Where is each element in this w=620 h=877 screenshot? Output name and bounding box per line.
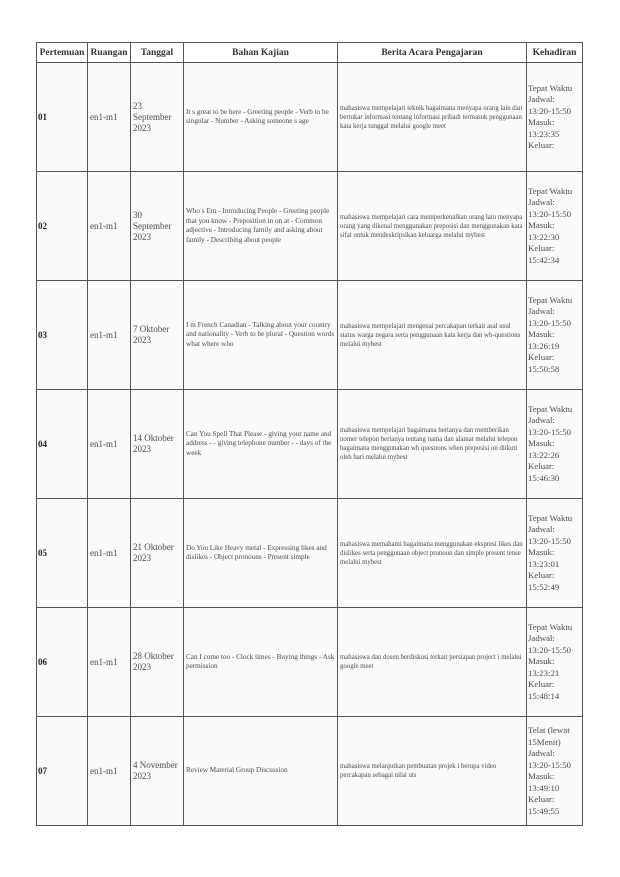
attendance-line: Masuk: (528, 771, 555, 781)
attendance-line: Telat (lewat (528, 725, 570, 735)
header-kehadiran: Kehadiran (527, 43, 583, 63)
attendance-line: Masuk: (528, 220, 555, 231)
meeting-number-cell: 05 (37, 499, 88, 608)
attendance-line: Masuk: (528, 547, 555, 558)
attendance-line: 13:20-15:50 (528, 317, 572, 328)
attendance-line: Keluar: (528, 140, 555, 150)
attendance-cell (527, 499, 583, 608)
study-material-cell: I m French Canadian - Talking about your country and nationality - Verb to be plural - Question words what where who (184, 281, 338, 390)
date-cell: 7 Oktober 2023 (131, 281, 184, 390)
attendance-line: Keluar: (528, 570, 555, 581)
room-cell: en1-m1 (88, 63, 131, 172)
meeting-number-cell: 07 (37, 717, 88, 826)
attendance-cell (527, 717, 583, 826)
date-cell: 14 Oktober 2023 (131, 390, 184, 499)
attendance-line: Tepat Waktu (528, 403, 573, 414)
attendance-line: 13:20-15:50 (528, 426, 572, 437)
date-cell: 28 Oktober 2023 (131, 608, 184, 717)
table-row (37, 499, 583, 608)
attendance-line: Jadwal: (528, 633, 555, 644)
study-material-cell: It s great to be here - Greeting people - Verb to be singular - Number - Asking someone s age (184, 63, 338, 172)
attendance-line: Masuk: (528, 117, 555, 127)
teaching-report-cell: mahasiswa memahami bagaimana menggunakan ekspresi likes dan dislikes serta penggunaan object pronoun dan simple present tense melalui mybest (338, 499, 527, 608)
attendance-cell (527, 172, 583, 281)
table-row (37, 172, 583, 281)
attendance-line: Keluar: (528, 352, 555, 363)
meeting-number-cell: 02 (37, 172, 88, 281)
meeting-number-cell: 01 (37, 63, 88, 172)
table-header-row (37, 43, 583, 63)
attendance-line: 15:50:58 (528, 363, 560, 374)
room-cell: en1-m1 (88, 172, 131, 281)
attendance-line: 13:20-15:50 (528, 535, 572, 546)
attendance-line: 13:20-15:50 (528, 105, 572, 116)
attendance-line: 15:46:30 (528, 472, 560, 483)
header-berita-acara: Berita Acara Pengajaran (338, 43, 527, 63)
attendance-line: Jadwal: (528, 748, 555, 758)
attendance-cell (527, 390, 583, 499)
attendance-line: Keluar: (528, 794, 555, 804)
attendance-line: 15:49:55 (528, 805, 560, 816)
attendance-line: Masuk: (528, 438, 555, 449)
table-row (37, 63, 583, 172)
teaching-report-cell: mahasiswa mempelajari teknik bagaimana menyapa orang lain dan bertukar informasi tentang informasi pribadi termasuk penggunaan kata kerja tunggal melalui google meet (338, 63, 527, 172)
attendance-line: 13:20-15:50 (528, 759, 572, 770)
meeting-number-cell: 03 (37, 281, 88, 390)
header-bahan-kajian: Bahan Kajian (184, 43, 338, 63)
attendance-line: Jadwal: (528, 94, 555, 104)
attendance-line: 13:49:10 (528, 782, 560, 793)
attendance-line: Jadwal: (528, 524, 555, 535)
attendance-cell (527, 608, 583, 717)
room-cell: en1-m1 (88, 717, 131, 826)
attendance-line: 13:23:01 (528, 558, 560, 569)
table-row (37, 390, 583, 499)
attendance-table (36, 42, 583, 826)
meeting-number-cell: 06 (37, 608, 88, 717)
attendance-line: Tepat Waktu (528, 82, 573, 93)
attendance-line: Keluar: (528, 461, 555, 472)
attendance-line: 13:20-15:50 (528, 644, 572, 655)
header-pertemuan: Pertemuan (37, 43, 88, 63)
room-cell: en1-m1 (88, 281, 131, 390)
attendance-line: Tepat Waktu (528, 512, 573, 523)
attendance-line: 13:23:21 (528, 667, 560, 678)
meeting-number-cell: 04 (37, 390, 88, 499)
attendance-line: 13:26:19 (528, 340, 560, 351)
room-cell: en1-m1 (88, 499, 131, 608)
attendance-line: Jadwal: (528, 306, 555, 317)
header-tanggal: Tanggal (131, 43, 184, 63)
table-row (37, 608, 583, 717)
attendance-line: 13:22:30 (528, 231, 560, 242)
table-row (37, 281, 583, 390)
attendance-line: 15:48:14 (528, 690, 560, 701)
date-cell: 4 November 2023 (131, 717, 184, 826)
attendance-cell (527, 281, 583, 390)
header-ruangan: Ruangan (88, 43, 131, 63)
teaching-report-cell: mahasiswa dan dosen berdiskusi terkait persiapan project i melalui google meet (338, 608, 527, 717)
attendance-line: Tepat Waktu (528, 185, 573, 196)
room-cell: en1-m1 (88, 608, 131, 717)
attendance-line: 13:23:35 (528, 128, 560, 139)
teaching-report-cell: mahasiswa mempelajari mengenai percakapan terkait asal usul status warga negara serta penggunaan kata kerja dan wh-questions melalui mybest (338, 281, 527, 390)
attendance-cell (527, 63, 583, 172)
study-material-cell: Review Material Group Discussion (184, 717, 338, 826)
attendance-line: Masuk: (528, 656, 555, 667)
attendance-line: 15:42:34 (528, 254, 560, 265)
attendance-line: 15:52:49 (528, 581, 560, 592)
study-material-cell: Can You Spell That Please - giving your name and address - - giving telephone number - - days of the week (184, 390, 338, 499)
attendance-line: Masuk: (528, 329, 555, 340)
attendance-line: Keluar: (528, 243, 555, 254)
teaching-report-cell: mahasiswa melanjutkan pembuatan projek i berupa video percakapan sebagai nilai uts (338, 717, 527, 826)
attendance-line: Jadwal: (528, 197, 555, 208)
table-continuation-line (582, 819, 583, 825)
attendance-document (36, 42, 582, 826)
date-cell: 23 September 2023 (131, 63, 184, 172)
attendance-line: Tepat Waktu (528, 621, 573, 632)
attendance-line: 13:22:26 (528, 449, 560, 460)
study-material-cell: Who s Em - Introducing People - Greeting people that you know - Preposition in on at - Common adjective - Introducing family and asking about family - Describing about people (184, 172, 338, 281)
table-continuation-line (36, 819, 37, 825)
attendance-line: 13:20-15:50 (528, 208, 572, 219)
attendance-line: 15Menit) (528, 736, 561, 747)
study-material-cell: Can I come too - Clock times - Buying things - Ask permission (184, 608, 338, 717)
room-cell: en1-m1 (88, 390, 131, 499)
teaching-report-cell: mahasiswa mempelajari cara memperkenalkan orang lain menyapa orang yang dikenal menggunakan preposisi dan menggunakan kata sifat untuk mendeskripsikan keluarga melalui mybest (338, 172, 527, 281)
attendance-line: Jadwal: (528, 415, 555, 426)
date-cell: 21 Oktober 2023 (131, 499, 184, 608)
table-row (37, 717, 583, 826)
attendance-line: Tepat Waktu (528, 294, 573, 305)
attendance-line: Keluar: (528, 679, 555, 690)
date-cell: 30 September 2023 (131, 172, 184, 281)
teaching-report-cell: mahasiswa mempelajari bagaimana bertanya dan memberikan nomer telepon bertanya tentang nama dan alamat melalui telepon bagaimana menggunakan wh questions when preposisi on diikuti oleh hari melalui mybest (338, 390, 527, 499)
study-material-cell: Do You Like Heavy metal - Expressing likes and dislikes - Object pronouns - Present simple (184, 499, 338, 608)
